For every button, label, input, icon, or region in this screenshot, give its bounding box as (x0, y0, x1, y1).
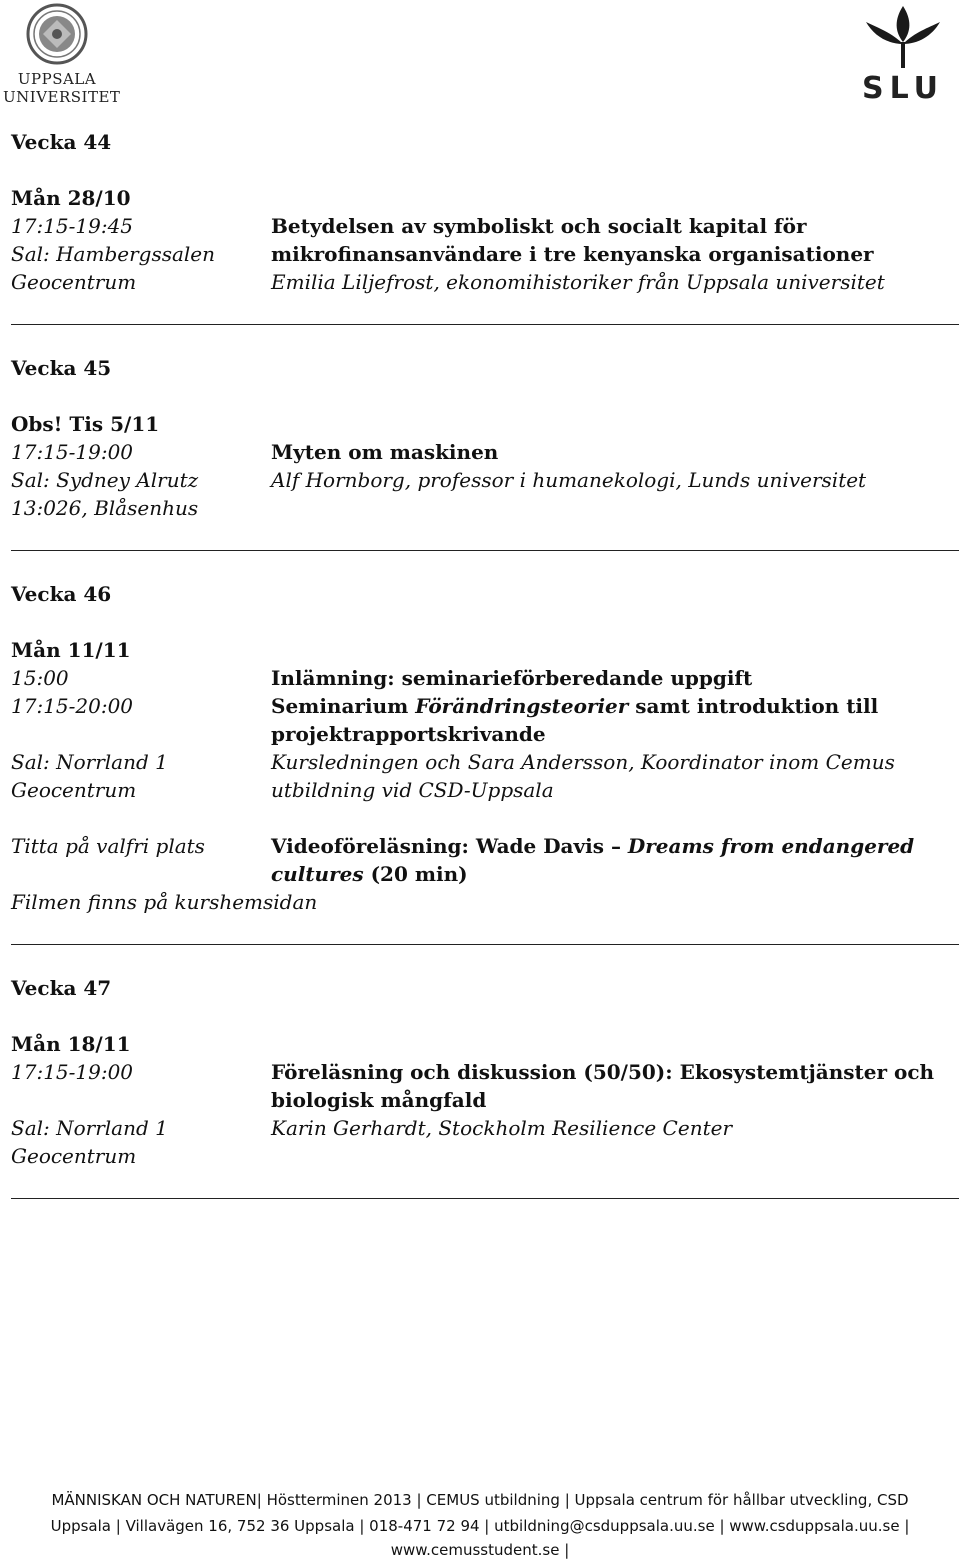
week-46-video-post: (20 min) (363, 862, 468, 886)
week-45-time: 17:15-19:00 (11, 440, 134, 464)
week-46-item2-italic: Förändringsteorier (415, 694, 629, 718)
week-44-title-line1: Betydelsen av symboliskt och socialt kapital för (271, 214, 807, 238)
week-47-building: Geocentrum (11, 1144, 137, 1168)
week-47-speaker: Karin Gerhardt, Stockholm Resilience Center (271, 1116, 733, 1140)
week-44-day: Mån 28/10 (11, 186, 131, 210)
week-46-day: Mån 11/11 (11, 638, 131, 662)
divider (11, 1198, 959, 1199)
week-46-building: Geocentrum (11, 778, 137, 802)
uu-logo-line1: UPPSALA (17, 70, 97, 88)
week-46-video-pre: Videoföreläsning: Wade Davis – (271, 834, 628, 858)
week-46-heading: Vecka 46 (11, 582, 112, 606)
divider (11, 944, 959, 945)
week-45-day: Obs! Tis 5/11 (11, 412, 160, 436)
week-46-item2-line2: projektrapportskrivande (271, 722, 546, 746)
week-46-speaker-line2: utbildning vid CSD-Uppsala (271, 778, 554, 802)
week-46-item1: Inlämning: seminarieförberedande uppgift (271, 666, 753, 690)
week-47-time: 17:15-19:00 (11, 1060, 134, 1084)
uppsala-universitet-logo (3, 3, 121, 107)
week-47-day: Mån 18/11 (11, 1032, 131, 1056)
uu-logo-line2: UNIVERSITET (3, 88, 121, 106)
week-46-film-note: Filmen finns på kurshemsidan (11, 890, 318, 914)
week-44-speaker: Emilia Liljefrost, ekonomihistoriker från Uppsala universitet (271, 270, 885, 294)
footer-line3: www.cemusstudent.se | (390, 1541, 570, 1559)
divider (11, 550, 959, 551)
week-46-item2-pre: Seminarium (271, 694, 416, 718)
week-46-video (271, 832, 914, 860)
slu-plant-icon (858, 2, 948, 74)
week-46-video-italic: Dreams from endangered (627, 834, 915, 858)
week-46-room: Sal: Norrland 1 (11, 750, 168, 774)
footer-line1: MÄNNISKAN OCH NATUREN| Höstterminen 2013 | CEMUS utbildning | Uppsala centrum för hållbar utveckling, CSD (51, 1491, 909, 1509)
week-44-time: 17:15-19:45 (11, 214, 134, 238)
week-44-room: Sal: Hambergssalen (11, 242, 216, 266)
week-44-heading: Vecka 44 (11, 130, 112, 154)
uppsala-seal-icon (3, 3, 111, 69)
week-46-video-line2 (271, 860, 468, 888)
week-46-item2-post: samt introduktion till (628, 694, 879, 718)
week-47-heading: Vecka 47 (11, 976, 112, 1000)
week-46-item2 (271, 692, 878, 720)
week-47-title-line2: biologisk mångfald (271, 1088, 487, 1112)
week-45-speaker: Alf Hornborg, professor i humanekologi, Lunds universitet (271, 468, 867, 492)
week-45-room: Sal: Sydney Alrutz (11, 468, 199, 492)
week-47-title-line1: Föreläsning och diskussion (50/50): Ekosystemtjänster och (271, 1060, 935, 1084)
week-46-speaker-line1: Kursledningen och Sara Andersson, Koordinator inom Cemus (271, 750, 895, 774)
week-44-title-line2: mikrofinansanvändare i tre kenyanska organisationer (271, 242, 874, 266)
week-44-building: Geocentrum (11, 270, 137, 294)
week-47-room: Sal: Norrland 1 (11, 1116, 168, 1140)
slu-logo-text: SLU (861, 71, 944, 106)
week-45-title: Myten om maskinen (271, 440, 499, 464)
week-46-video-where: Titta på valfri plats (11, 834, 205, 858)
week-46-time1: 15:00 (11, 666, 69, 690)
slu-logo (858, 2, 948, 108)
week-45-heading: Vecka 45 (11, 356, 112, 380)
week-45-building: 13:026, Blåsenhus (11, 496, 199, 520)
footer-line2: Uppsala | Villavägen 16, 752 36 Uppsala | 018-471 72 94 | utbildning@csduppsala.uu.se | www.csduppsala.uu.se | (50, 1517, 910, 1535)
week-46-time2: 17:15-20:00 (11, 694, 134, 718)
week-46-video-italic2: cultures (271, 862, 364, 886)
divider (11, 324, 959, 325)
